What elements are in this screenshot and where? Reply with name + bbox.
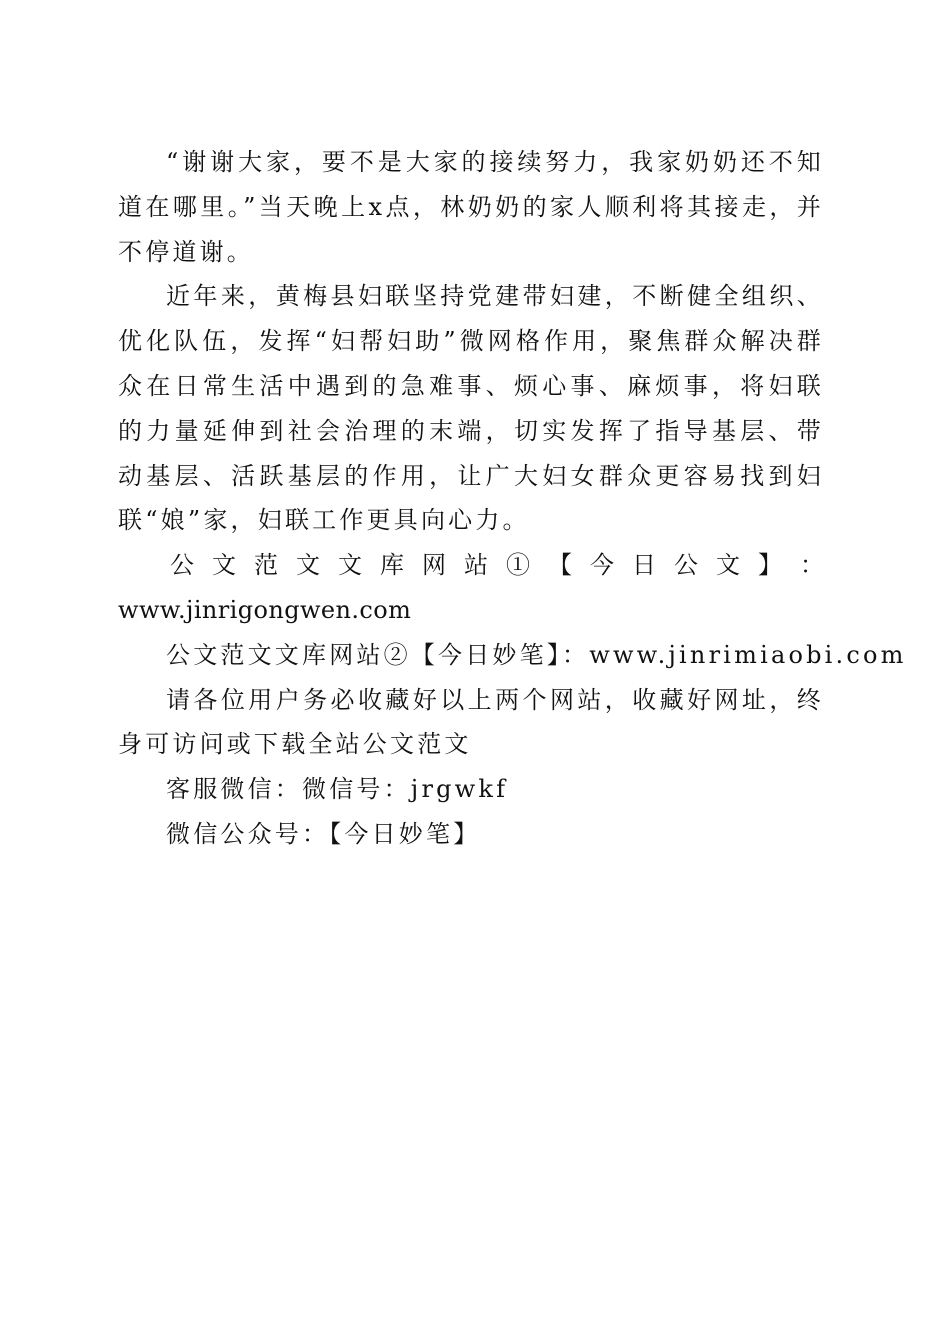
document-body: [118, 140, 907, 857]
site2-line[interactable]: 公文范文文库网站②【今日妙笔】：www.jinrimiaobi.com: [166, 640, 907, 669]
bookmark-notice: 请各位用户务必收藏好以上两个网站，收藏好网址，终身可访问或下载全站公文范文: [118, 685, 824, 759]
paragraph-women-federation: 近年来，黄梅县妇联坚持党建带妇建，不断健全组织、优化队伍，发挥“妇帮妇助”微网格作用，聚焦群众解决群众在日常生活中遇到的急难事、烦心事、麻烦事，将妇联的力量延伸到社会治理的末端，切实发挥了指导基层、带动基层、活跃基层的作用，让广大妇女群众更容易找到妇联“娘”家，妇联工作更具向心力。: [118, 282, 824, 535]
paragraph-thanks: “谢谢大家，要不是大家的接续努力，我家奶奶还不知道在哪里。”当天晚上x点，林奶奶的家人顺利将其接走，并不停道谢。: [118, 148, 824, 266]
site1-url[interactable]: www.jinrigongwen.com: [118, 595, 412, 624]
wechat-service-line: 客服微信：微信号：jrgwkf: [166, 775, 509, 804]
site1-label: 公 文 范 文 文 库 网 站 ① 【 今 日 公 文 】 ：: [170, 551, 824, 580]
wechat-official-line: 微信公众号：【今日妙笔】: [166, 819, 481, 848]
